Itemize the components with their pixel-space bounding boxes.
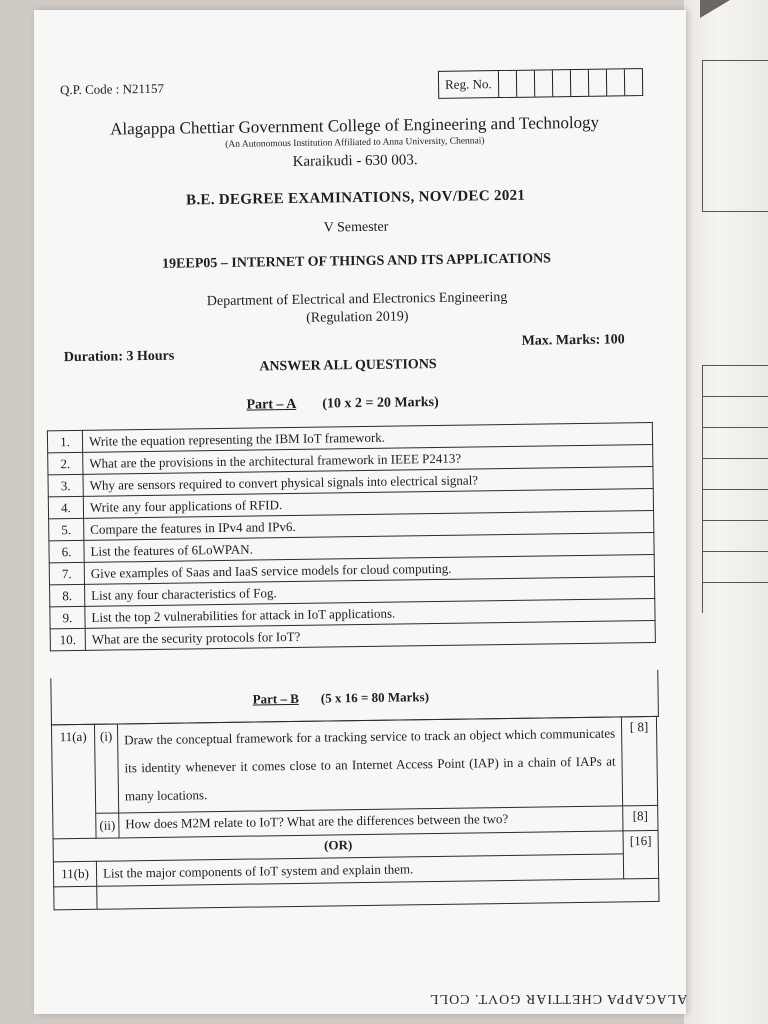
reg-no-cell[interactable] — [570, 70, 588, 96]
question-text: What are the provisions in the architectural framework in IEEE P2413? — [83, 444, 653, 474]
department: Department of Electrical and Electronics Engineering — [206, 289, 508, 310]
part-b-table — [51, 716, 660, 910]
course-title: 19EEP05 – INTERNET OF THINGS AND ITS APPLICATIONS — [162, 251, 552, 272]
question-number: 8. — [50, 584, 85, 606]
adjacent-page-box — [702, 60, 768, 212]
instruction: ANSWER ALL QUESTIONS — [259, 356, 437, 375]
part-a-table — [47, 422, 656, 651]
reg-no-cell[interactable] — [552, 70, 570, 96]
part-b-heading — [253, 689, 430, 707]
empty-cell — [54, 886, 97, 910]
question-text: Write the equation representing the IBM IoT framework. — [82, 422, 652, 452]
question-number: 10. — [50, 628, 85, 650]
question-marks: [16] — [623, 830, 659, 878]
college-city: Karaikudi - 630 003. — [292, 152, 418, 170]
question-number: 1. — [47, 430, 82, 452]
college-affiliation: (An Autonomous Institution Affiliated to Anna University, Chennai) — [225, 136, 485, 150]
reg-no-cell[interactable] — [534, 70, 552, 96]
exam-title: B.E. DEGREE EXAMINATIONS, NOV/DEC 2021 — [186, 187, 526, 209]
qp-code: Q.P. Code : N21157 — [59, 80, 165, 98]
question-text: Compare the features in IPv4 and IPv6. — [84, 510, 654, 540]
table-row — [51, 716, 657, 813]
question-text: Draw the conceptual framework for a tracking service to track an object which communicates its identity whenever it comes close to an Internet Access Point (IAP) in a chain of IAPs at many locations. — [117, 717, 622, 813]
question-text: What are the security protocols for IoT? — [85, 620, 655, 650]
question-text: List the major components of IoT system and explain them. — [96, 854, 623, 886]
question-number: 5. — [49, 518, 84, 540]
part-b-marks: (5 x 16 = 80 Marks) — [320, 689, 430, 706]
question-text: List the top 2 vulnerabilities for attack in IoT applications. — [85, 598, 655, 628]
semester: V Semester — [323, 219, 389, 236]
bleed-through-stamp: ALAGAPPA CHETTIAR GOVT. COLL — [429, 991, 688, 1006]
question-text: How does M2M relate to IoT? What are the differences between the two? — [119, 806, 623, 838]
question-marks: [8] — [623, 805, 658, 830]
duration: Duration: 3 Hours — [63, 348, 175, 366]
question-number: 3. — [48, 474, 83, 496]
reg-no-label: Reg. No. — [439, 71, 499, 98]
reg-no-box — [438, 68, 643, 99]
college-name: Alagappa Chettiar Government College of Engineering and Technology — [110, 112, 600, 139]
question-number: 9. — [50, 606, 85, 628]
reg-no-cell[interactable] — [588, 70, 606, 96]
or-separator: (OR) — [53, 831, 623, 862]
part-b-label: Part – B — [252, 690, 299, 707]
question-marks: [ 8] — [621, 716, 657, 805]
question-number: 11(a) — [51, 724, 96, 839]
question-text: Write any four applications of RFID. — [83, 488, 653, 518]
part-a-label: Part – A — [246, 396, 297, 413]
reg-no-cell[interactable] — [624, 69, 641, 95]
question-number: 2. — [48, 452, 83, 474]
question-number: 11(b) — [53, 861, 96, 887]
question-text: Give examples of Saas and IaaS service models for cloud computing. — [84, 554, 654, 584]
part-a-heading — [246, 395, 438, 414]
adjacent-page-grid — [702, 365, 768, 625]
question-text: Why are sensors required to convert physical signals into electrical signal? — [83, 466, 653, 496]
question-number: 6. — [49, 540, 84, 562]
part-a-marks: (10 x 2 = 20 Marks) — [322, 394, 439, 412]
question-text: List any four characteristics of Fog. — [85, 576, 655, 606]
subquestion-number: (i) — [94, 724, 118, 813]
max-marks: Max. Marks: 100 — [521, 332, 625, 349]
question-text: List the features of 6LoWPAN. — [84, 532, 654, 562]
adjacent-page — [684, 0, 768, 1024]
reg-no-cell[interactable] — [606, 69, 624, 95]
subquestion-number: (ii) — [96, 813, 119, 838]
question-number: 7. — [49, 562, 84, 584]
reg-no-cell[interactable] — [516, 71, 534, 97]
regulation: (Regulation 2019) — [306, 309, 409, 326]
question-number: 4. — [48, 496, 83, 518]
reg-no-cell[interactable] — [498, 71, 516, 97]
exam-paper — [34, 10, 686, 1014]
